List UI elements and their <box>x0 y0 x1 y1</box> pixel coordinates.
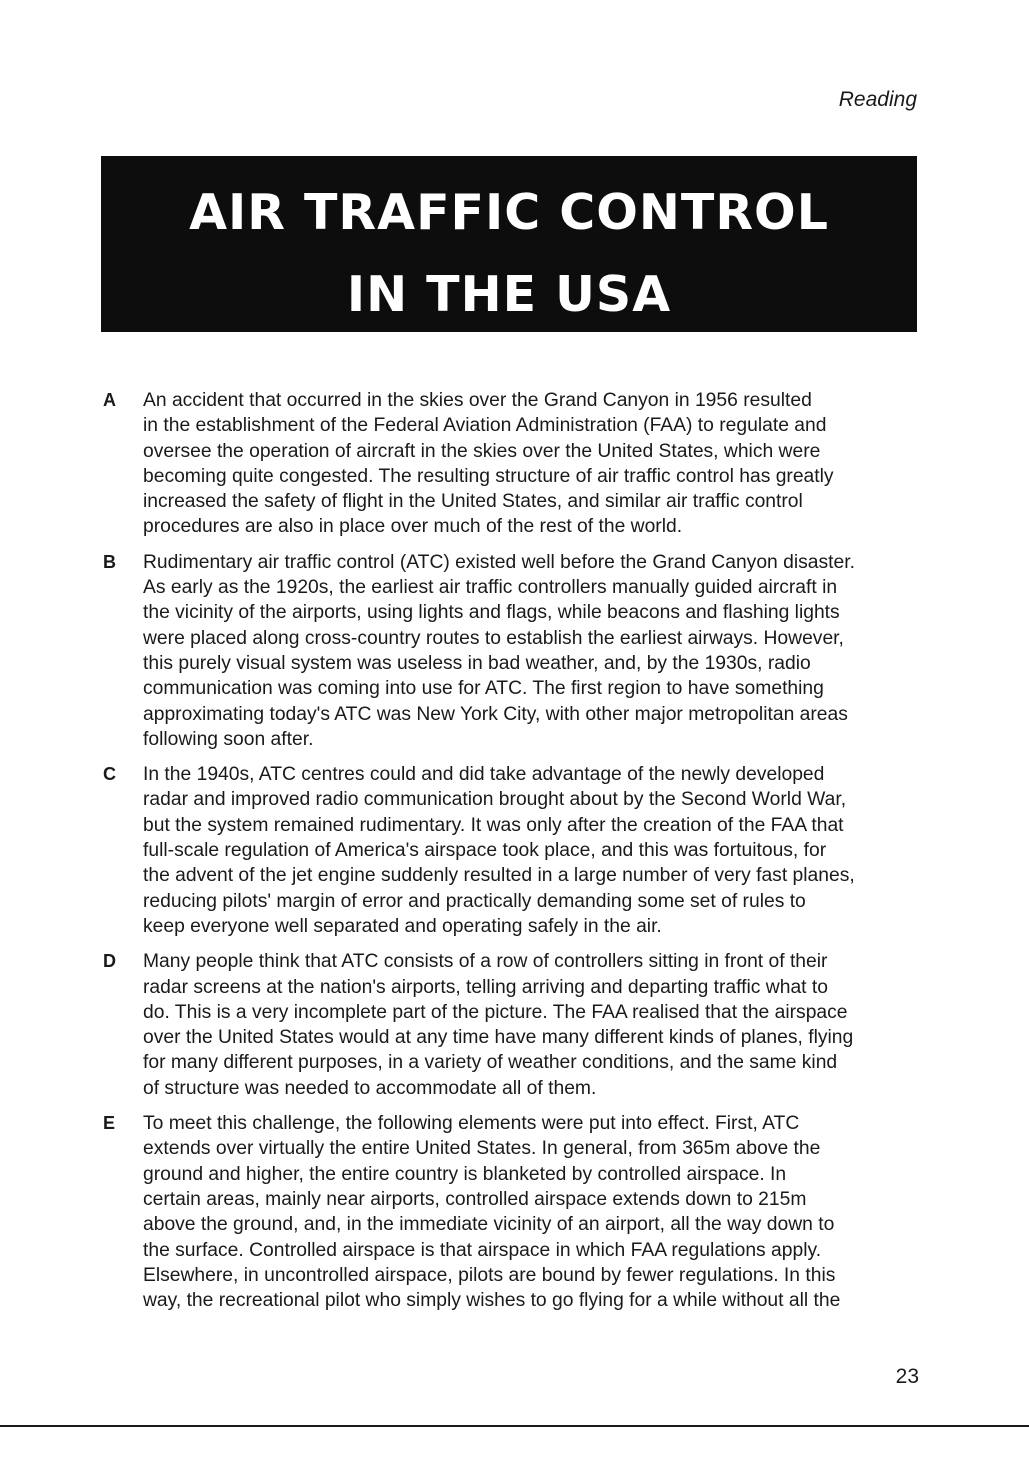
article-body <box>101 388 921 1313</box>
text-line: radar and improved radio communication brought about by the Second World War, <box>143 789 847 811</box>
paragraph-letter: A <box>103 390 116 410</box>
paragraph-d <box>101 949 921 1101</box>
text-line: To meet this challenge, the following elements were put into effect. First, ATC <box>143 1113 800 1135</box>
text-line: the advent of the jet engine suddenly resulted in a large number of very fast planes, <box>143 865 855 887</box>
paragraph-b <box>101 550 921 752</box>
text-line: certain areas, mainly near airports, controlled airspace extends down to 215m <box>143 1188 807 1210</box>
text-line: In the 1940s, ATC centres could and did take advantage of the newly developed <box>143 764 825 786</box>
paragraph-letter: C <box>103 764 116 785</box>
text-line: communication was coming into use for ATC. The first region to have something <box>143 678 824 700</box>
text-line: As early as the 1920s, the earliest air traffic controllers manually guided aircraft in <box>143 577 838 599</box>
text-line: the vicinity of the airports, using lights and flags, while beacons and flashing lights <box>143 602 840 624</box>
text-line: Elsewhere, in uncontrolled airspace, pilots are bound by fewer regulations. In this <box>143 1264 836 1286</box>
text-line: oversee the operation of aircraft in the skies over the United States, which were <box>143 440 821 462</box>
text-line: increased the safety of flight in the United States, and similar air traffic control <box>143 491 803 513</box>
text-line: full-scale regulation of America's airspace took place, and this was fortuitous, for <box>143 840 827 862</box>
section-label: Reading <box>838 88 917 111</box>
text-line: the surface. Controlled airspace is that airspace in which FAA regulations apply. <box>143 1239 822 1261</box>
text-line: An accident that occurred in the skies over the Grand Canyon in 1956 resulted <box>143 390 812 411</box>
text-line: becoming quite congested. The resulting structure of air traffic control has greatly <box>143 465 834 487</box>
text-line: extends over virtually the entire United States. In general, from 365m above the <box>143 1138 821 1160</box>
title-line-1: AIR TRAFFIC CONTROL <box>189 184 829 241</box>
text-line: procedures are also in place over much of the rest of the world. <box>143 516 683 538</box>
page-number: 23 <box>895 1365 919 1388</box>
text-line: reducing pilots' margin of error and practically demanding some set of rules to <box>143 890 806 912</box>
title-line-2: IN THE USA <box>346 266 672 323</box>
paragraph-c <box>101 762 921 939</box>
paragraph-e <box>101 1111 921 1313</box>
paragraph-text <box>143 388 921 540</box>
paragraph-letter: B <box>103 551 116 572</box>
text-line: following soon after. <box>143 728 314 750</box>
text-line: radar screens at the nation's airports, telling arriving and departing traffic what to <box>143 976 828 998</box>
paragraph-text <box>143 550 921 752</box>
text-line: this purely visual system was useless in bad weather, and, by the 1930s, radio <box>143 652 811 674</box>
text-line: Many people think that ATC consists of a row of controllers sitting in front of their <box>143 951 828 973</box>
text-line: were placed along cross-country routes to establish the earliest airways. However, <box>143 627 844 649</box>
text-line: over the United States would at any time have many different kinds of planes, flying <box>143 1027 854 1049</box>
text-line: of structure was needed to accommodate all of them. <box>143 1077 597 1099</box>
paragraph-a <box>101 388 921 540</box>
text-line: keep everyone well separated and operating safely in the air. <box>143 915 662 937</box>
paragraph-letter: E <box>103 1113 116 1134</box>
paragraph-text <box>143 1111 921 1313</box>
paragraph-text <box>143 949 921 1101</box>
text-line: ground and higher, the entire country is blanketed by controlled airspace. In <box>143 1163 787 1185</box>
text-line: Rudimentary air traffic control (ATC) existed well before the Grand Canyon disaster. <box>143 551 855 573</box>
text-line: in the establishment of the Federal Aviation Administration (FAA) to regulate and <box>143 415 827 437</box>
paragraph-text <box>143 762 921 939</box>
footer-divider <box>0 1425 1029 1427</box>
text-line: for many different purposes, in a variety of weather conditions, and the same kind <box>143 1052 838 1074</box>
text-line: do. This is a very incomplete part of the picture. The FAA realised that the airspace <box>143 1001 848 1023</box>
text-line: but the system remained rudimentary. It was only after the creation of the FAA that <box>143 814 844 836</box>
text-line: way, the recreational pilot who simply wishes to go flying for a while without all the <box>143 1290 841 1312</box>
text-line: above the ground, and, in the immediate vicinity of an airport, all the way down to <box>143 1214 835 1236</box>
paragraph-letter: D <box>103 951 116 972</box>
text-line: approximating today's ATC was New York City, with other major metropolitan areas <box>143 703 848 725</box>
